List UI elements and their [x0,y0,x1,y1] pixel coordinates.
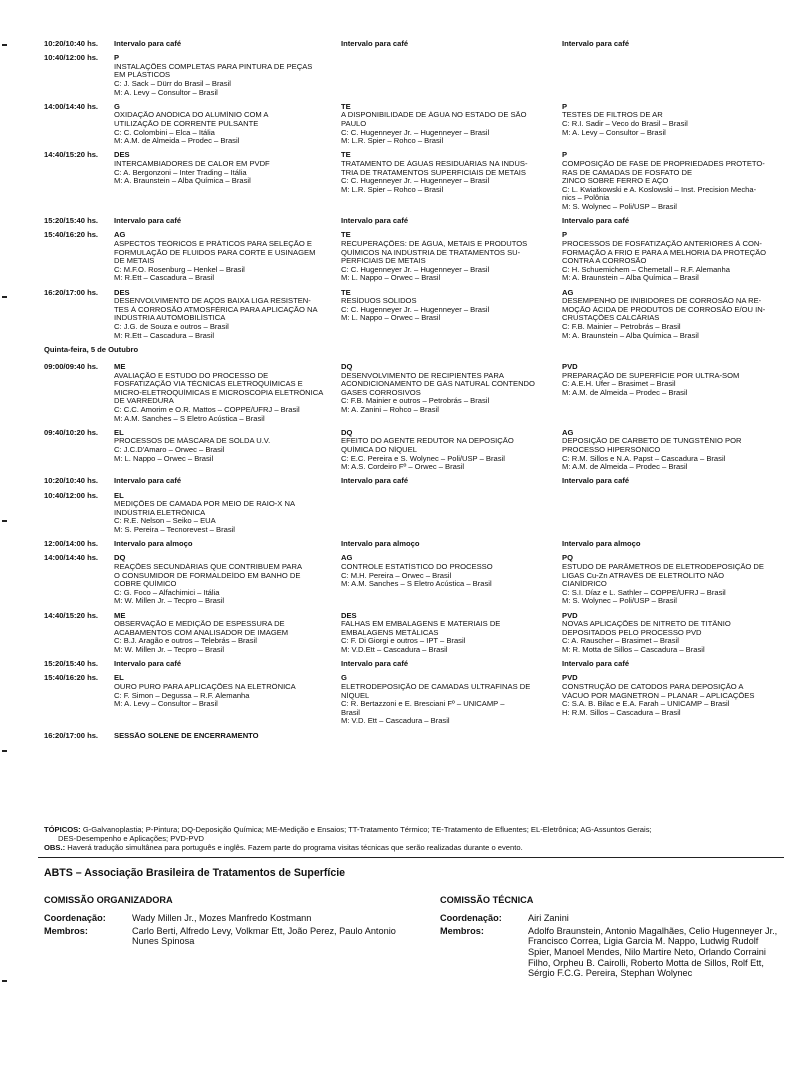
topic-code: PVD [562,611,578,620]
session-text: PROCESSOS DE MÁSCARA DE SOLDA U.V. [114,437,271,446]
topic-code: AG [341,554,353,563]
session-column-1 [114,612,340,655]
topic-code: EL [114,428,124,437]
time-slot: 15:40/16:20 hs. [44,231,99,240]
session-column-3 [562,217,784,226]
margin-marks [2,0,8,1066]
break-label: SESSÃO SOLENE DE ENCERRAMENTO [114,731,259,740]
session-column-2 [341,231,563,283]
session-text: C: R.E. Nelson – Seiko – EUA [114,517,216,526]
session-text: NÍQUEL [341,691,370,700]
session-text: INSTALAÇÕES COMPLETAS PARA PINTURA DE PEÇAS [114,62,313,71]
session-text: C: F.B. Mainier e outros – Petrobrás – Brasil [341,397,490,406]
time-slot: 15:20/15:40 hs. [44,217,99,226]
coordination-names: Airi Zanini [528,913,569,924]
topic-code: PVD [562,363,578,371]
time-slot: 09:00/09:40 hs. [44,363,99,371]
session-text: EM PLÁSTICOS [114,71,171,80]
day-label: Quinta-feira, 5 de Outubro [44,345,139,354]
topic-code: TE [341,151,351,160]
session-column-2 [341,429,563,472]
session-column-1 [114,289,340,341]
session-text: M: W. Millen Jr. – Tecpro – Brasil [114,645,225,654]
session-text: INDÚSTRIA ELETRÔNICA [114,508,206,517]
session-text: C: L. Kwiatkowski e A. Koslowski – Inst. Precision Mecha- [562,185,757,194]
session-text: CONTRA A CORROSÃO [562,257,647,266]
day-heading [44,346,138,355]
session-row [44,151,784,211]
session-column-1 [114,477,340,486]
session-text: M: A.M. de Almeida – Prodec – Brasil [562,463,688,472]
session-column-3 [562,554,784,606]
session-column-3 [562,231,784,283]
session-column-3 [562,40,784,49]
session-text: INDÚSTRIA AUTOMOBILÍSTICA [114,314,226,323]
topic-code: DES [341,611,357,620]
session-text: M: A.S. Cordeiro Fº – Orwec – Brasil [341,463,465,472]
break-label: Intervalo para café [562,660,630,669]
session-text: ACABAMENTOS COM ANALISADOR DE IMAGEM [114,628,289,637]
time-slot: 10:20/10:40 hs. [44,40,99,48]
session-text: AVALIAÇÃO E ESTUDO DO PROCESSO DE [114,371,269,380]
session-text: COMPOSIÇÃO DE FASE DE PROPRIEDADES PROTETO- [562,159,765,168]
technical-committee-heading: COMISSÃO TÉCNICA [440,894,534,905]
break-label: Intervalo para café [562,217,630,226]
session-text: ASPECTOS TEÓRICOS E PRÁTICOS PARA SELEÇÃO E [114,239,312,248]
session-text: CONSTRUÇÃO DE CATODOS PARA DEPOSIÇÃO A [562,682,744,691]
session-text: DE VARREDURA [114,397,174,406]
session-text: C: J. Sack – Dürr do Brasil – Brasil [114,79,231,88]
session-text: M: V.D. Ett – Cascadura – Brasil [341,717,450,726]
time-slot: 16:20/17:00 hs. [44,731,99,740]
session-text: EFEITO DO AGENTE REDUTOR NA DEPOSIÇÃO [341,437,514,446]
session-text: GASES CORROSIVOS [341,388,421,397]
session-text: INTERCAMBIADORES DE CALOR EM PVDF [114,159,270,168]
session-text: RECUPERAÇÕES: DE ÁGUA, METAIS E PRODUTOS [341,239,528,248]
session-text: M: S. Wolynec – Poli/USP – Brasil [562,597,677,606]
session-text: C: E.C. Pereira e S. Wolynec – Poli/USP – Brasil [341,454,505,463]
session-column-1 [114,151,340,185]
session-text: C: F. Di Giorgi e outros – IPT – Brasil [341,637,466,646]
members-label: Membros: [44,925,88,936]
session-text: UTILIZAÇÃO DE CORRENTE PULSANTE [114,119,259,128]
session-text: O CONSUMIDOR DE FORMALDEÍDO EM BANHO DE [114,571,301,580]
session-text: CRUSTAÇÕES CALCÁRIAS [562,314,660,323]
topic-code: P [562,151,568,160]
topic-code: DQ [114,554,126,563]
time-slot: 14:00/14:40 hs. [44,554,99,563]
topic-code: DQ [341,428,353,437]
session-text: TESTES DE FILTROS DE AR [562,111,663,120]
session-text: DESEMPENHO DE INIBIDORES DE CORROSÃO NA RE- [562,297,762,306]
session-text: C: R.I. Sadir – Veco do Brasil – Brasil [562,119,688,128]
session-text: DESENVOLVIMENTO DE AÇOS BAIXA LIGA RESISTEN- [114,297,311,306]
session-column-1 [114,231,340,283]
session-column-1 [114,674,340,708]
session-column-1 [114,363,340,423]
obs-text: Haverá tradução simultânea para português e inglês. Fazem parte do programa visitas técnicas que serão realizadas durante o evento. [67,842,523,852]
members-label: Membros: [440,925,484,936]
session-text: M: L. Nappo – Orwec – Brasil [341,314,441,323]
topics-label: TÓPICOS: [44,825,81,834]
session-text: C: R. Bertazzoni e E. Bresciani Fº – UNICAMP – [341,700,505,709]
topic-code: PQ [562,554,573,563]
break-label: Intervalo para café [114,217,182,226]
topic-code: TE [341,102,351,111]
topic-code: EL [114,491,124,500]
session-text: M: L. Nappo – Orwec – Brasil [114,454,214,463]
break-row [44,477,784,486]
session-row [44,492,784,535]
session-row [44,231,784,283]
session-column-2 [341,660,563,669]
session-text: MOÇÃO ÁCIDA DE PRODUTOS DE CORROSÃO E/OU IN- [562,305,766,314]
topic-code: AG [562,428,574,437]
topics-text: G-Galvanoplastia; P-Pintura; DQ-Deposição Química; ME-Medição e Ensaios; TT-Tratamento Térmico; TE-Tratamento de Efluentes; EL-Eletrônica; AG-Assuntos Gerais; [82,825,652,834]
session-column-2 [341,40,563,49]
session-column-2 [341,674,563,726]
session-text: M: S. Wolynec – Poli/USP – Brasil [562,202,677,211]
break-row [44,40,784,49]
session-column-2 [341,151,563,194]
session-text: EMBALAGENS METÁLICAS [341,628,439,637]
session-text: C: S.I. Díaz e L. Sathler – COPPE/UFRJ – Brasil [562,588,726,597]
technical-committee [440,895,784,981]
session-text: C: A.E.H. Ufer – Brasimet – Brasil [562,380,676,389]
time-slot: 10:40/12:00 hs. [44,54,99,63]
session-text: QUÍMICA DO NÍQUEL [341,445,417,454]
section-divider [38,857,784,858]
session-column-3 [562,540,784,549]
topic-code: ME [114,611,126,620]
break-label: Intervalo para café [341,660,409,669]
topic-code: DES [114,288,130,297]
session-text: NOVAS APLICAÇÕES DE NITRETO DE TITÂNIO [562,620,731,629]
session-text: PROCESSO HIPERSÔNICO [562,445,661,454]
abts-footer [44,868,784,1005]
session-text: CONTROLE ESTATÍSTICO DO PROCESSO [341,562,493,571]
session-column-3 [562,151,784,211]
session-text: DESENVOLVIMENTO DE RECIPIENTES PARA [341,371,504,380]
session-text: TRATAMENTO DE ÁGUAS RESIDUÁRIAS NA INDÚS- [341,159,528,168]
break-label: Intervalo para café [341,477,409,486]
session-text: A DISPONIBILIDADE DE ÁGUA NO ESTADO DE SÃO [341,111,527,120]
session-text: C: J.C.D'Amaro – Orwec – Brasil [114,445,225,454]
session-text: C: M.F.O. Rosenburg – Henkel – Brasil [114,265,245,274]
session-column-3 [562,674,784,717]
break-label: Intervalo para café [114,660,182,669]
session-column-2 [341,103,563,146]
session-text: C: H. Schuemichem – Chemetall – R.F. Alemanha [562,265,730,274]
obs-label: OBS.: [44,842,66,852]
session-text: PREPARAÇÃO DE SUPERFÍCIE POR ULTRA-SOM [562,371,740,380]
session-text: C: C. Hugenneyer Jr. – Hugenneyer – Brasil [341,177,490,186]
topics-text-continued: DES-Desempenho e Aplicações; PVD-PVD [58,833,205,843]
session-column-2 [341,554,563,588]
session-text: C: C. Hugenneyer Jr. – Hugenneyer – Brasil [341,265,490,274]
topic-code: P [114,54,120,63]
session-column-3 [562,612,784,655]
break-label: Intervalo para almoço [341,540,420,549]
break-label: Intervalo para café [341,40,409,48]
obs-line [44,844,784,853]
coordination-names: Wady Millen Jr., Mozes Manfredo Kostmann [132,913,312,924]
margin-mark [2,44,7,46]
time-slot: 14:40/15:20 hs. [44,611,99,620]
session-column-1 [114,103,340,146]
time-slot: 09:40/10:20 hs. [44,428,99,437]
break-row [44,732,784,741]
margin-mark [2,520,7,522]
session-text: C: C. Hugenneyer Jr. – Hugenneyer – Brasil [341,305,490,314]
break-row [44,660,784,669]
members-names: Carlo Berti, Alfredo Levy, Volkmar Ett, João Perez, Paulo Antonio Nunes Spinosa [132,925,396,947]
session-column-3 [562,103,784,137]
time-slot: 15:20/15:40 hs. [44,660,99,669]
session-column-2 [341,612,563,655]
session-text: ESTUDO DE PARÂMETROS DE ELETRODEPOSIÇÃO DE [562,562,764,571]
session-column-1 [114,40,340,49]
session-row [44,674,784,726]
session-text: M: S. Pereira – Tecnorevest – Brasil [114,525,235,534]
program-notes [44,826,784,852]
session-column-1 [114,54,340,97]
session-column-1 [114,429,340,463]
session-text: M: A. Zanini – Rohco – Brasil [341,405,439,414]
topic-code: ME [114,363,126,371]
session-text: FORMAÇÃO A FRIO E PARA A MELHORIA DA PROTEÇÃO [562,248,767,257]
session-text: C: F.B. Mainier – Petrobrás – Brasil [562,322,681,331]
session-row [44,54,784,97]
session-text: C: F. Simon – Degussa – R.F. Alemanha [114,691,250,700]
session-column-3 [562,660,784,669]
topic-code: P [562,231,568,240]
topic-code: TE [341,288,351,297]
session-text: C: C. Colombini – Elca – Itália [114,128,215,137]
session-text: ZINCO SOBRE FERRO E AÇO [562,177,669,186]
margin-mark [2,750,7,752]
session-text: QUÍMICOS NA INDÚSTRIA DE TRATAMENTOS SU- [341,248,521,257]
session-text: PROCESSOS DE FOSFATIZAÇÃO ANTERIORES À CON- [562,239,762,248]
session-text: CIANÍDRICO [562,580,607,589]
session-text: M: A. Levy – Consultor – Brasil [114,700,218,709]
session-text: C: B.J. Aragão e outros – Telebrás – Brasil [114,637,257,646]
session-column-1 [114,660,340,669]
topic-code: AG [114,231,126,240]
session-text: M: R.Ett – Cascadura – Brasil [114,331,215,340]
members-names: Adolfo Braunstein, Antonio Magalhães, Celio Hugenneyer Jr., Francisco Correa, Ligia Garcia M. Nappo, Ludwig Rudolf Spier, Manoel Mendes, Nilo Martire Neto, Orlando Corraini Filho, Orpheu B. Cairolli, Roberto Motta de Sillos, Rolf Ett, Sérgio F.C.G. Pereira, Stephan Wolynec [528,925,778,979]
time-slot: 14:00/14:40 hs. [44,102,99,111]
session-column-3 [562,429,784,472]
session-text: M: L.R. Spier – Rohco – Brasil [341,137,444,146]
topic-code: EL [114,674,124,683]
break-label: Intervalo para café [114,477,182,486]
session-text: MICRO-ELETROQUÍMICAS E MICROSCOPIA ELETRÔNICA [114,388,324,397]
session-row [44,429,784,472]
session-text: M: A. Braunstein – Alba Química – Brasil [562,274,699,283]
topic-code: G [341,674,347,683]
session-text: M: W. Millen Jr. – Tecpro – Brasil [114,597,225,606]
session-text: C: S.A. B. Bilac e E.A. Farah – UNICAMP – Brasil [562,700,730,709]
session-column-1 [114,554,340,606]
session-column-2 [341,477,563,486]
break-label: Intervalo para café [114,40,182,48]
session-text: OURO PURO PARA APLICAÇÕES NA ELETRÔNICA [114,682,296,691]
session-column-3 [562,477,784,486]
topic-code: P [562,102,568,111]
session-text: DE METAIS [114,257,155,266]
session-text: Brasil [341,708,360,717]
session-text: FOSFATIZAÇÃO VIA TÉCNICAS ELETROQUÍMICAS E [114,380,303,389]
time-slot: 16:20/17:00 hs. [44,288,99,297]
session-text: M: L.R. Spier – Rohco – Brasil [341,185,444,194]
session-row [44,363,784,423]
organization-title: ABTS – Associação Brasileira de Tratamentos de Superfície [44,867,346,879]
topic-code: AG [562,288,574,297]
session-row [44,612,784,655]
session-text: REAÇÕES SECUNDÁRIAS QUE CONTRIBUEM PARA [114,562,303,571]
session-text: M: A. Levy – Consultor – Brasil [562,128,666,137]
session-column-1 [114,540,340,549]
break-row [44,540,784,549]
time-slot: 10:40/12:00 hs. [44,491,99,500]
session-text: nics – Polônia [562,194,610,203]
session-text: M: A. Levy – Consultor – Brasil [114,88,218,97]
break-label: Intervalo para café [562,40,630,48]
session-text: LIGAS Cu-Zn ATRAVÉS DE ELETRÓLITO NÃO [562,571,725,580]
session-column-3 [562,363,784,397]
session-text: M: R.Ett – Cascadura – Brasil [114,274,215,283]
session-column-2 [341,363,563,415]
session-text: C: J.G. de Souza e outros – Brasil [114,322,229,331]
session-text: PAULO [341,119,367,128]
coordination-label: Coordenação: [440,913,502,924]
margin-mark [2,296,7,298]
session-text: C: A. Rauscher – Brasimet – Brasil [562,637,679,646]
session-text: M: A.M. de Almeida – Prodec – Brasil [562,388,688,397]
session-text: COBRE QUÍMICO [114,580,177,589]
time-slot: 12:00/14:00 hs. [44,540,99,549]
time-slot: 15:40/16:20 hs. [44,674,99,683]
topic-code: TE [341,231,351,240]
session-text: C: M.H. Pereira – Orwec – Brasil [341,571,452,580]
session-text: TES À CORROSÃO ATMOSFÉRICA PARA APLICAÇÃO NA [114,305,318,314]
topic-code: PVD [562,674,578,683]
session-text: ELETRODEPOSIÇÃO DE CAMADAS ULTRAFINAS DE [341,682,531,691]
topic-code: G [114,102,120,111]
time-slot: 14:40/15:20 hs. [44,151,99,160]
session-text: M: A. Braunstein – Alba Química – Brasil [562,331,699,340]
topic-code: DQ [341,363,353,371]
session-text: DEPOSITADOS PELO PROCESSO PVD [562,628,702,637]
session-text: C: A. Bergonzoni – Inter Trading – Itália [114,168,247,177]
session-text: VÁCUO POR MAGNETRON – PLANAR – APLICAÇÕES [562,691,755,700]
session-column-1 [114,732,340,741]
session-row [44,103,784,146]
session-text: M: R. Motta de Sillos – Cascadura – Brasil [562,645,705,654]
organizing-committee-heading: COMISSÃO ORGANIZADORA [44,894,173,905]
break-label: Intervalo para café [341,217,409,226]
session-row [44,554,784,606]
session-text: C: C.C. Amorim e O.R. Mattos – COPPE/UFRJ – Brasil [114,405,300,414]
break-label: Intervalo para almoço [114,540,193,549]
session-text: FALHAS EM EMBALAGENS E MATERIAIS DE [341,620,501,629]
session-text: H: R.M. Sillos – Cascadura – Brasil [562,708,681,717]
margin-mark [2,980,7,982]
break-label: Intervalo para almoço [562,540,641,549]
session-row [44,289,784,341]
session-text: C: C. Hugenneyer Jr. – Hugenneyer – Brasil [341,128,490,137]
time-slot: 10:20/10:40 hs. [44,477,99,486]
session-column-3 [562,289,784,341]
session-column-1 [114,492,340,535]
session-text: M: V.D.Ett – Cascadura – Brasil [341,645,448,654]
session-text: TRIA DE TRATAMENTOS SUPERFICIAIS DE METAIS [341,168,526,177]
session-text: DEPOSIÇÃO DE CARBETO DE TUNGSTÊNIO POR [562,437,742,446]
coordination-label: Coordenação: [44,913,106,924]
session-text: RAS DE CAMADAS DE FOSFATO DE [562,168,693,177]
session-text: ACONDICIONAMENTO DE GÁS NATURAL CONTENDO [341,380,535,389]
session-text: C: G. Foco – Alfachimici – Itália [114,588,220,597]
session-column-1 [114,217,340,226]
session-column-2 [341,289,563,323]
session-text: MEDIÇÕES DE CAMADA POR MEIO DE RAIO-X NA [114,500,296,509]
session-text: RESÍDUOS SÓLIDOS [341,297,417,306]
topic-code: DES [114,151,130,160]
session-text: M: L. Nappo – Orwec – Brasil [341,274,441,283]
session-text: M: A.M. Sanches – S Eletro Acústica – Brasil [114,414,265,423]
session-text: C: R.M. Sillos e N.A. Papst – Cascadura – Brasil [562,454,726,463]
session-text: FORMULAÇÃO DE FLUIDOS PARA CORTE E USINAGEM [114,248,316,257]
session-text: PERFICIAIS DE METAIS [341,257,426,266]
session-text: M: A.M. Sanches – S Eletro Acústica – Brasil [341,580,492,589]
break-row [44,217,784,226]
session-text: OBSERVAÇÃO E MEDIÇÃO DE ESPESSURA DE [114,620,285,629]
session-column-2 [341,540,563,549]
organizing-committee [44,895,404,949]
session-column-2 [341,217,563,226]
session-text: OXIDAÇÃO ANÓDICA DO ALUMÍNIO COM A [114,111,269,120]
session-text: M: A. Braunstein – Alba Química – Brasil [114,177,251,186]
session-text: M: A.M. de Almeida – Prodec – Brasil [114,137,240,146]
break-label: Intervalo para café [562,477,630,486]
